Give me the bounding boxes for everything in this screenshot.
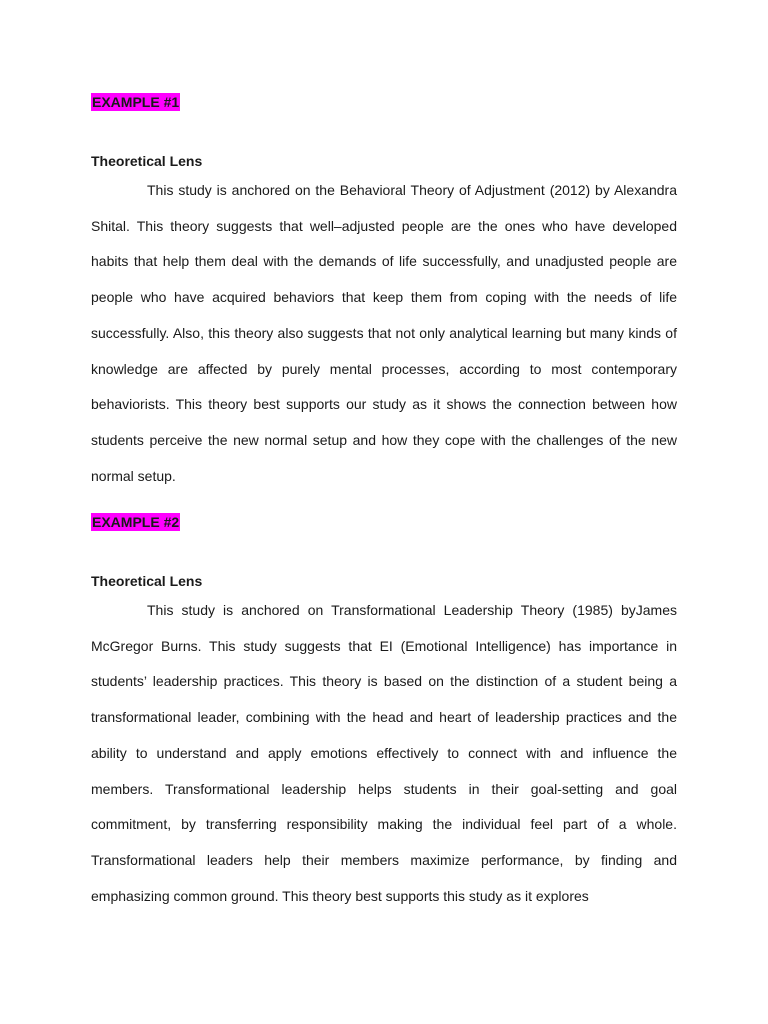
example-1-heading: Theoretical Lens — [91, 153, 203, 169]
example-2-heading: Theoretical Lens — [91, 573, 203, 589]
example-1-label: EXAMPLE #1 — [92, 94, 180, 110]
example-2-label: EXAMPLE #2 — [92, 514, 180, 530]
example-1-paragraph: This study is anchored on the Behavioral Theory of Adjustment (2012) by Alexandra Shital. This theory suggests that well–adjusted people are the ones who have developed habits that help them deal with the demands of life successfully, and unadjusted people are people who have acquired behaviors that keep them from coping with the needs of life successfully. Also, this theory also suggests that not only analytical learning but many kinds of knowledge are affected by purely mental processes, according to most contemporary behaviorists. This theory best supports our study as it shows the connection between how students perceive the new normal setup and how they cope with the challenges of the new normal setup. — [91, 182, 677, 484]
example-2-paragraph: This study is anchored on Transformational Leadership Theory (1985) byJames McGregor Burns. This study suggests that EI (Emotional Intelligence) has importance in students’ leadership practices. This theory is based on the distinction of a student being a transformational leader, combining with the head and heart of leadership practices and the ability to understand and apply emotions effectively to connect with and influence the members. Transformational leadership helps students in their goal-setting and goal commitment, by transferring responsibility making the individual feel part of a whole. Transformational leaders help their members maximize performance, by finding and emphasizing common ground. This theory best supports this study as it explores — [91, 602, 677, 904]
